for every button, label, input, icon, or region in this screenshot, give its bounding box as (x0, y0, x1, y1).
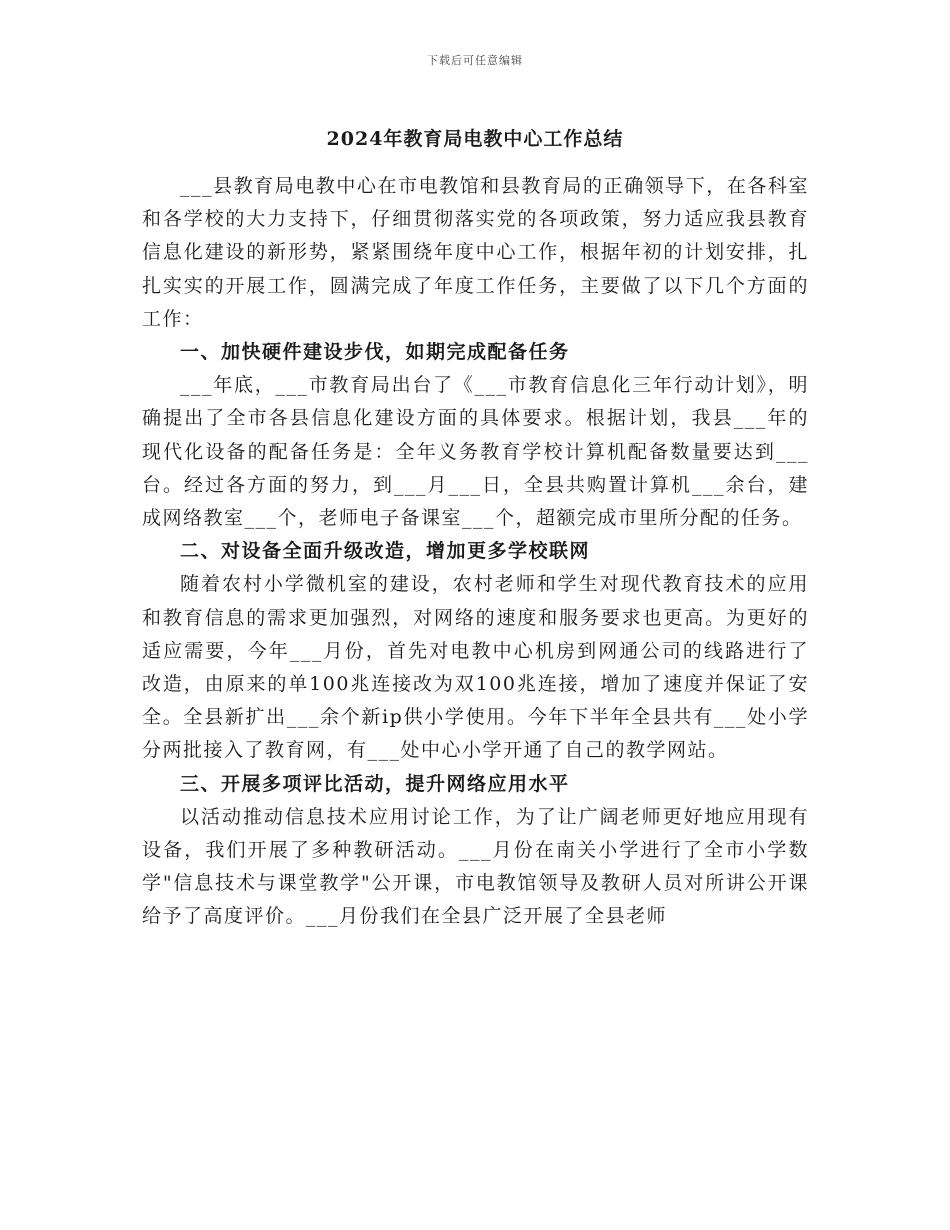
section-heading-2: 二、对设备全面升级改造，增加更多学校联网 (180, 540, 591, 563)
page-header-note: 下载后可任意编辑 (427, 54, 523, 67)
section-heading-1: 一、加快硬件建设步伐，如期完成配备任务 (180, 341, 570, 364)
section-body-2: 随着农村小学微机室的建设，农村老师和学生对现代教育技术的应用和教育信息的需求更加强烈，对网络的速度和服务要求也更高。为更好的适应需要，今年___月份，首先对电教中心机房到网通公司的线路进行了改造，由原来的单100兆连接改为双100兆连接，增加了速度并保证了安全。全县新扩出___余个新ip供小学使用。今年下半年全县共有___处小学分两批接入了教育网，有___处中心小学开通了自己的教学网站。 (142, 573, 809, 762)
document-body (142, 170, 809, 934)
section-body-3: 以活动推动信息技术应用讨论工作，为了让广阔老师更好地应用现有设备，我们开展了多种教研活动。___月份在南关小学进行了全市小学数学"信息技术与课堂教学"公开课，市电教馆领导及教研人员对所讲公开课给予了高度评价。___月份我们在全县广泛开展了全县老师 (142, 805, 809, 928)
section-body-1: ___年底，___市教育局出台了《___市教育信息化三年行动计划》，明确提出了全市各县信息化建设方面的具体要求。根据计划，我县___年的现代化设备的配备任务是：全年义务教育学校计算机配备数量要达到___台。经过各方面的努力，到___月___日，全县共购置计算机___余台，建成网络教室___个，老师电子备课室___个，超额完成市里所分配的任务。 (142, 374, 809, 530)
section-heading-3: 三、开展多项评比活动，提升网络应用水平 (180, 772, 570, 795)
intro-paragraph: ___县教育局电教中心在市电教馆和县教育局的正确领导下，在各科室和各学校的大力支持下，仔细贯彻落实党的各项政策，努力适应我县教育信息化建设的新形势，紧紧围绕年度中心工作，根据年初的计划安排，扎扎实实的开展工作，圆满完成了年度工作任务，主要做了以下几个方面的工作： (142, 175, 809, 330)
document-title: 2024年教育局电教中心工作总结 (326, 128, 624, 150)
